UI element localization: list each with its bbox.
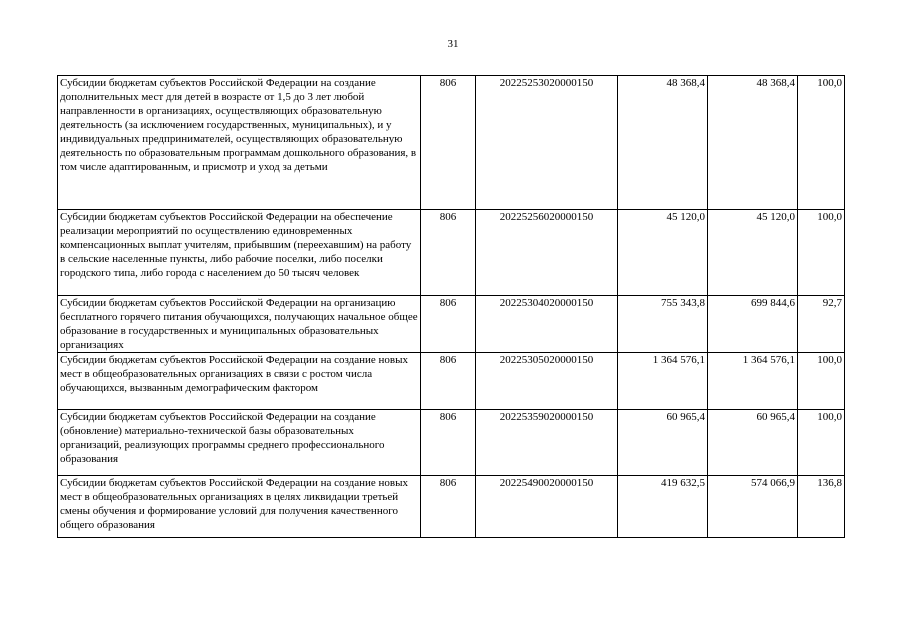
fact-amount-cell: 1 364 576,1 <box>708 353 798 410</box>
admin-code-cell: 806 <box>421 476 476 538</box>
fact-amount-cell: 45 120,0 <box>708 210 798 296</box>
budget-code-cell: 20225253020000150 <box>476 76 618 210</box>
table-row <box>58 296 845 353</box>
admin-code-cell: 806 <box>421 410 476 476</box>
subsidy-name-cell: Субсидии бюджетам субъектов Российской Федерации на создание (обновление) материально-технической базы образовательных организаций, реализующих программы среднего профессионального образования <box>58 410 421 476</box>
percent-cell: 100,0 <box>798 210 845 296</box>
budget-code-cell: 20225305020000150 <box>476 353 618 410</box>
table-row <box>58 353 845 410</box>
subsidy-name-cell: Субсидии бюджетам субъектов Российской Федерации на создание дополнительных мест для детей в возрасте от 1,5 до 3 лет любой направленности в организациях, осуществляющих образовательную деятельность (за исключением государственных, муниципальных), и у индивидуальных предпринимателей, осуществляющих образовательную деятельность по образовательным программам дошкольного образования, в том числе адаптированным, и присмотр и уход за детьми <box>58 76 421 210</box>
budget-code-cell: 20225256020000150 <box>476 210 618 296</box>
fact-amount-cell: 699 844,6 <box>708 296 798 353</box>
admin-code-cell: 806 <box>421 210 476 296</box>
admin-code-cell: 806 <box>421 296 476 353</box>
budget-code-cell: 20225359020000150 <box>476 410 618 476</box>
plan-amount-cell: 755 343,8 <box>618 296 708 353</box>
subsidy-name-cell: Субсидии бюджетам субъектов Российской Федерации на организацию бесплатного горячего питания обучающихся, получающих начальное общее образование в государственных и муниципальных образовательных организациях <box>58 296 421 353</box>
plan-amount-cell: 45 120,0 <box>618 210 708 296</box>
fact-amount-cell: 574 066,9 <box>708 476 798 538</box>
plan-amount-cell: 48 368,4 <box>618 76 708 210</box>
percent-cell: 100,0 <box>798 353 845 410</box>
plan-amount-cell: 1 364 576,1 <box>618 353 708 410</box>
fact-amount-cell: 48 368,4 <box>708 76 798 210</box>
table-row <box>58 76 845 210</box>
admin-code-cell: 806 <box>421 353 476 410</box>
budget-table <box>57 75 845 538</box>
subsidy-name-cell: Субсидии бюджетам субъектов Российской Федерации на создание новых мест в общеобразовательных организациях в связи с ростом числа обучающихся, вызванным демографическим фактором <box>58 353 421 410</box>
budget-code-cell: 20225490020000150 <box>476 476 618 538</box>
percent-cell: 92,7 <box>798 296 845 353</box>
percent-cell: 100,0 <box>798 76 845 210</box>
budget-code-cell: 20225304020000150 <box>476 296 618 353</box>
subsidy-name-cell: Субсидии бюджетам субъектов Российской Федерации на обеспечение реализации мероприятий по осуществлению единовременных компенсационных выплат учителям, прибывшим (переехавшим) на работу в сельские населенные пункты, либо рабочие поселки, либо поселки городского типа, либо города с населением до 50 тысяч человек <box>58 210 421 296</box>
table-row <box>58 476 845 538</box>
fact-amount-cell: 60 965,4 <box>708 410 798 476</box>
page-number: 31 <box>447 38 459 50</box>
plan-amount-cell: 419 632,5 <box>618 476 708 538</box>
percent-cell: 136,8 <box>798 476 845 538</box>
percent-cell: 100,0 <box>798 410 845 476</box>
table-row <box>58 410 845 476</box>
plan-amount-cell: 60 965,4 <box>618 410 708 476</box>
table-row <box>58 210 845 296</box>
admin-code-cell: 806 <box>421 76 476 210</box>
subsidy-name-cell: Субсидии бюджетам субъектов Российской Федерации на создание новых мест в общеобразовательных организациях в целях ликвидации третьей смены обучения и формирование условий для получения качественного общего образования <box>58 476 421 538</box>
